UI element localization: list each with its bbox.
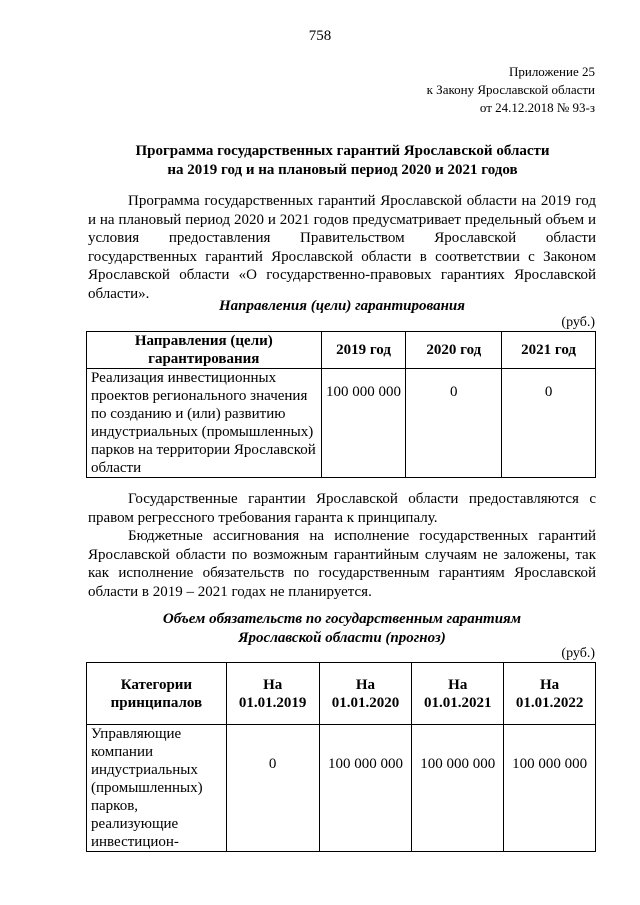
cell-value-2022: 100 000 000 bbox=[504, 725, 596, 852]
cell-2020: 0 bbox=[406, 369, 502, 478]
cell-2019: 100 000 000 bbox=[321, 369, 406, 478]
cell-category: Управляющие компании индустриальных (промышленных) парков, реализующие инвестицион- bbox=[87, 725, 227, 852]
obligations-table bbox=[86, 662, 596, 852]
section1-heading: Направления (цели) гарантирования bbox=[219, 298, 465, 314]
header-2022-date: На 01.01.2022 bbox=[504, 663, 596, 725]
table-header-row bbox=[87, 332, 596, 369]
title-line-1: Программа государственных гарантий Ярославской области bbox=[135, 143, 550, 159]
cell-value-2021: 100 000 000 bbox=[412, 725, 504, 852]
header-2019: 2019 год bbox=[321, 332, 406, 369]
table-row bbox=[87, 725, 596, 852]
annex-line-1: Приложение 25 bbox=[508, 64, 595, 79]
section1-unit: (руб.) bbox=[561, 315, 595, 330]
section2-heading-line-2: Ярославской области (прогноз) bbox=[238, 630, 446, 646]
section2-unit: (руб.) bbox=[561, 646, 595, 661]
cell-value-2020: 100 000 000 bbox=[319, 725, 412, 852]
intro-text: Программа государственных гарантий Ярославской области на 2019 год и на плановый период 2020 и 2021 годов предусматривает предельный объем и условия предоставления Правительством Ярославской области государственных гарантий Ярославской области в соответствии с Законом Ярославской области «О государственно-правовых гарантиях Ярославской области». bbox=[88, 193, 596, 302]
cell-value-2019: 0 bbox=[226, 725, 319, 852]
paragraph-guarantees bbox=[88, 490, 596, 527]
paragraph-budget bbox=[88, 527, 596, 601]
header-directions: Направления (цели) гарантирования bbox=[87, 332, 322, 369]
annex-line-2: к Закону Ярославской области bbox=[426, 82, 595, 97]
section2-heading bbox=[88, 610, 596, 648]
paragraph-budget-text: Бюджетные ассигнования на исполнение государственных гарантий Ярославской области по возможным гарантийным случаям не заложены, так как исполнение обязательств по государственным гарантиям Ярославской области в 2019 – 2021 годах не планируется. bbox=[88, 528, 596, 600]
document-title bbox=[90, 142, 595, 180]
header-2021: 2021 год bbox=[502, 332, 596, 369]
annex-line-3: от 24.12.2018 № 93-з bbox=[479, 100, 595, 115]
table-header-row bbox=[87, 663, 596, 725]
page-number: 758 bbox=[308, 28, 332, 44]
title-line-2: на 2019 год и на плановый период 2020 и 2021 годов bbox=[167, 162, 518, 178]
header-2019-date: На 01.01.2019 bbox=[226, 663, 319, 725]
cell-2021: 0 bbox=[502, 369, 596, 478]
header-2021-date: На 01.01.2021 bbox=[412, 663, 504, 725]
header-2020-date: На 01.01.2020 bbox=[319, 663, 412, 725]
cell-direction: Реализация инвестиционных проектов регионального значения по созданию и (или) развитию индустриальных (промышленных) парков на территории Ярославской области bbox=[87, 369, 322, 478]
table-row bbox=[87, 369, 596, 478]
intro-paragraph bbox=[88, 192, 596, 303]
section2-heading-line-1: Объем обязательств по государственным гарантиям bbox=[162, 611, 522, 627]
header-2020: 2020 год bbox=[406, 332, 502, 369]
paragraph-guarantees-text: Государственные гарантии Ярославской области предоставляются с правом регрессного требования гаранта к принципалу. bbox=[88, 491, 596, 526]
guarantee-directions-table bbox=[86, 331, 596, 478]
header-categories: Категории принципалов bbox=[87, 663, 227, 725]
